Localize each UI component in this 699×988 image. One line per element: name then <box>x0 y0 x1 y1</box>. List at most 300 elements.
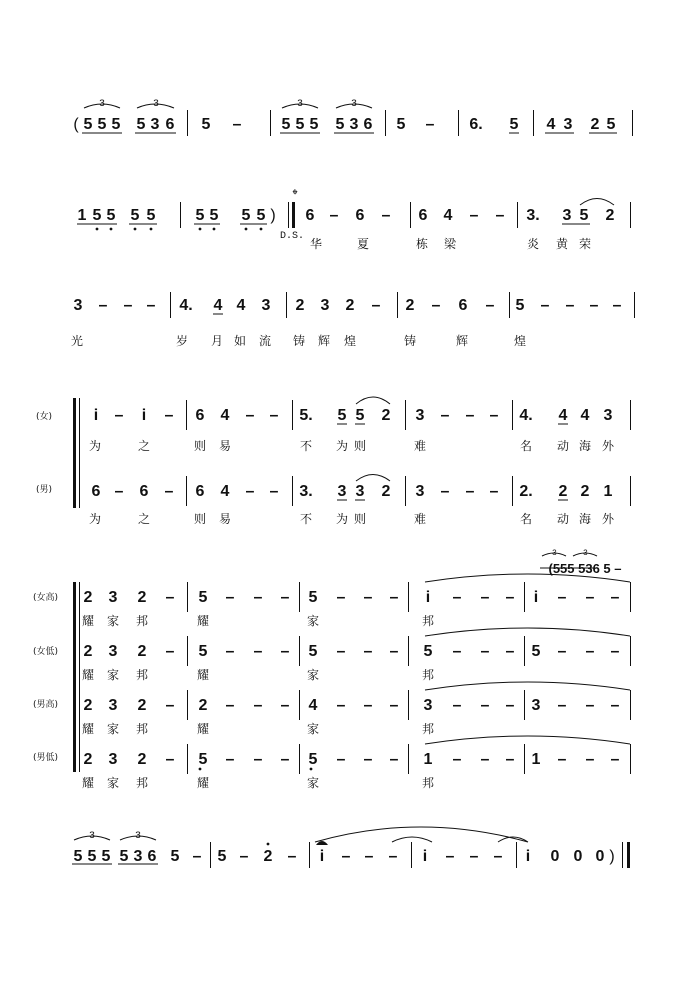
dash: – <box>232 116 242 133</box>
dash: – <box>452 751 462 768</box>
note: 6 <box>139 483 149 500</box>
lyric: 煌 <box>513 334 527 348</box>
barline <box>533 110 534 136</box>
lyric: 海 <box>578 512 592 526</box>
note: 3 <box>261 297 271 314</box>
barline <box>299 690 300 720</box>
dash: – <box>557 643 567 660</box>
note: 2 <box>605 207 615 224</box>
lyric: 炎 <box>526 237 540 251</box>
dash: – <box>493 848 503 865</box>
dash: – <box>557 751 567 768</box>
dash: – <box>371 297 381 314</box>
lyric: 铸 <box>403 334 417 348</box>
voice-label-female: (女) <box>36 412 53 422</box>
note: 2 <box>381 407 391 424</box>
note: 2 <box>83 697 93 714</box>
dash: – <box>165 643 175 660</box>
segno-icon: 𝄌 <box>292 186 298 202</box>
barline <box>408 744 409 774</box>
lyric: 家 <box>106 722 120 736</box>
note: 2 <box>405 297 415 314</box>
note: 3 <box>415 483 425 500</box>
dash: – <box>146 297 156 314</box>
note: 2 <box>83 589 93 606</box>
dash: – <box>480 751 490 768</box>
barline <box>512 400 513 430</box>
lyric: 外 <box>601 512 615 526</box>
dash: – <box>465 407 475 424</box>
lyric: 栋 <box>415 237 429 251</box>
dash: – <box>452 643 462 660</box>
voice-label-male-low: (男低) <box>33 753 59 763</box>
dash: – <box>589 297 599 314</box>
note: i <box>422 848 428 865</box>
barline <box>509 292 510 318</box>
triplet-mark: 3 <box>99 99 106 110</box>
note: 5 <box>217 848 227 865</box>
system-line <box>79 398 80 508</box>
lyric: 如 <box>233 334 247 348</box>
note: 5 <box>92 207 102 224</box>
barline <box>270 110 271 136</box>
barline <box>180 202 181 228</box>
note: 5 <box>170 848 180 865</box>
note: 4. <box>179 297 193 314</box>
barline <box>292 400 293 430</box>
barline <box>632 110 633 136</box>
dash: – <box>329 207 339 224</box>
note: i <box>141 407 147 424</box>
note: 2 <box>137 643 147 660</box>
dash: – <box>389 589 399 606</box>
dash: – <box>610 643 620 660</box>
barline <box>210 842 211 868</box>
lyric: 家 <box>106 614 120 628</box>
barline <box>397 292 398 318</box>
barline <box>512 476 513 506</box>
note: 6 <box>355 207 365 224</box>
note: 5 <box>106 207 116 224</box>
note: 5 <box>515 297 525 314</box>
note: 3 <box>603 407 613 424</box>
dash: – <box>389 697 399 714</box>
triplet-mark: 3 <box>89 831 96 842</box>
dash: – <box>363 643 373 660</box>
dash: – <box>164 407 174 424</box>
note: 5 <box>87 848 97 865</box>
dash: – <box>480 643 490 660</box>
note: 3 <box>108 751 118 768</box>
voice-label-female-low: (女低) <box>33 647 59 657</box>
dash: – <box>540 297 550 314</box>
lyric: 耀 <box>196 614 210 628</box>
barline <box>299 744 300 774</box>
note: 2 <box>137 751 147 768</box>
dash: – <box>253 697 263 714</box>
note: 6 <box>147 848 157 865</box>
note: 5 <box>198 589 208 606</box>
barline <box>630 690 631 720</box>
barline <box>408 582 409 612</box>
lyric: 邦 <box>421 614 435 628</box>
note: 5 <box>509 116 519 133</box>
barline <box>408 636 409 666</box>
barline <box>524 744 525 774</box>
lyric: 则 <box>353 512 367 526</box>
note: 2 <box>137 589 147 606</box>
dash: – <box>612 297 622 314</box>
note: 5 <box>97 116 107 133</box>
lyric: 梁 <box>443 237 457 251</box>
note: 1 <box>603 483 613 500</box>
lyric: 光 <box>70 334 84 348</box>
lyric: 难 <box>413 512 427 526</box>
ds-mark: D.S. <box>280 231 305 242</box>
dash: – <box>280 697 290 714</box>
dash: – <box>225 589 235 606</box>
dash: – <box>610 697 620 714</box>
dash: – <box>485 297 495 314</box>
note: 3 <box>563 116 573 133</box>
dash: – <box>98 297 108 314</box>
dash: – <box>505 589 515 606</box>
lyric: 为 <box>335 439 349 453</box>
note: 1 <box>531 751 541 768</box>
note: 6 <box>418 207 428 224</box>
note: 5 <box>83 116 93 133</box>
note: 5 <box>101 848 111 865</box>
dash: – <box>336 697 346 714</box>
lyric: 为 <box>88 439 102 453</box>
lyric: 岁 <box>175 334 189 348</box>
note: 5 <box>195 207 205 224</box>
note: 5 <box>309 116 319 133</box>
dash: – <box>431 297 441 314</box>
barline <box>286 292 287 318</box>
note: 3. <box>526 207 540 224</box>
dash: – <box>114 407 124 424</box>
dash: – <box>363 589 373 606</box>
barline <box>630 744 631 774</box>
lyric: 海 <box>578 439 592 453</box>
note: 6 <box>195 407 205 424</box>
lyric: 家 <box>306 776 320 790</box>
note: 3 <box>108 643 118 660</box>
lyric: 耀 <box>196 668 210 682</box>
final-barline <box>622 842 623 868</box>
note: 3 <box>133 848 143 865</box>
barline <box>524 582 525 612</box>
lyric: 之 <box>137 512 151 526</box>
note: 0 <box>573 848 583 865</box>
barline <box>187 744 188 774</box>
dash: – <box>465 483 475 500</box>
lyric: 为 <box>88 512 102 526</box>
dash: – <box>253 751 263 768</box>
barline <box>299 582 300 612</box>
note: 0 <box>550 848 560 865</box>
note: 5 <box>308 589 318 606</box>
dash: – <box>452 589 462 606</box>
note: 6. <box>469 116 483 133</box>
note: 3 <box>415 407 425 424</box>
note: 5 <box>111 116 121 133</box>
note: 3 <box>108 697 118 714</box>
dash: – <box>381 207 391 224</box>
lyric: 耀 <box>81 668 95 682</box>
lyric: 耀 <box>81 776 95 790</box>
lyric: 邦 <box>135 722 149 736</box>
note: 5 <box>119 848 129 865</box>
dash: – <box>165 751 175 768</box>
dash: – <box>239 848 249 865</box>
dash: – <box>269 483 279 500</box>
paren-close: ) <box>270 207 276 224</box>
paren-close: ) <box>609 848 615 865</box>
dash: – <box>389 751 399 768</box>
lyric: 邦 <box>135 776 149 790</box>
barline <box>630 400 631 430</box>
note: 5 <box>198 643 208 660</box>
dash: – <box>388 848 398 865</box>
lyric: 邦 <box>135 668 149 682</box>
lyric: 月 <box>210 334 224 348</box>
dash: – <box>585 697 595 714</box>
dash: – <box>336 751 346 768</box>
note: 5 <box>130 207 140 224</box>
final-barline-thick <box>627 842 630 868</box>
lyric: 耀 <box>196 776 210 790</box>
note: 6 <box>458 297 468 314</box>
lyric: 易 <box>218 512 232 526</box>
barline <box>405 476 406 506</box>
paren-open: ( <box>73 116 79 133</box>
voice-label-male: (男) <box>36 485 53 495</box>
dash: – <box>336 589 346 606</box>
barline <box>408 690 409 720</box>
dash: – <box>610 589 620 606</box>
aside-notation: (555 536 5 – <box>548 561 622 576</box>
dash: – <box>253 589 263 606</box>
note: 5 <box>241 207 251 224</box>
system-bracket <box>73 398 76 508</box>
lyric: 动 <box>556 512 570 526</box>
note: 3 <box>150 116 160 133</box>
note: 3 <box>320 297 330 314</box>
note: 3. <box>299 483 313 500</box>
lyric: 难 <box>413 439 427 453</box>
note: 3 <box>531 697 541 714</box>
lyric: 邦 <box>135 614 149 628</box>
dash: – <box>452 697 462 714</box>
note: 2 <box>137 697 147 714</box>
barline <box>309 842 310 868</box>
note: 5 <box>136 116 146 133</box>
dash: – <box>287 848 297 865</box>
note: 5 <box>531 643 541 660</box>
triplet-mark: 3 <box>153 99 160 110</box>
dash: – <box>480 697 490 714</box>
note: 5 <box>201 116 211 133</box>
barline <box>524 690 525 720</box>
lyric: 煌 <box>343 334 357 348</box>
dash: – <box>505 697 515 714</box>
note: 3 <box>73 297 83 314</box>
lyric: 邦 <box>421 668 435 682</box>
note: 6 <box>195 483 205 500</box>
note: 5. <box>299 407 313 424</box>
note: 3 <box>355 483 365 500</box>
dash: – <box>225 697 235 714</box>
dash: – <box>280 751 290 768</box>
lyric: 荣 <box>578 237 592 251</box>
lyric: 之 <box>137 439 151 453</box>
barline <box>187 636 188 666</box>
barline <box>630 202 631 228</box>
lyric: 家 <box>106 668 120 682</box>
lyric: 邦 <box>421 776 435 790</box>
barline <box>411 842 412 868</box>
dash: – <box>505 643 515 660</box>
system-line <box>79 582 80 772</box>
note: 2 <box>263 848 273 865</box>
lyric: 黄 <box>555 237 569 251</box>
note: 5 <box>335 116 345 133</box>
triplet-mark: 3 <box>297 99 304 110</box>
note: 5 <box>579 207 589 224</box>
dash: – <box>364 848 374 865</box>
note: i <box>425 589 431 606</box>
note: i <box>525 848 531 865</box>
dash: – <box>585 589 595 606</box>
note: 2 <box>295 297 305 314</box>
dash: – <box>585 751 595 768</box>
lyric: 不 <box>299 439 313 453</box>
triplet-mark: 3 <box>583 549 588 558</box>
lyric: 辉 <box>455 334 469 348</box>
barline <box>186 400 187 430</box>
note: 6 <box>305 207 315 224</box>
note: 5 <box>209 207 219 224</box>
note: 6 <box>363 116 373 133</box>
barline <box>410 202 411 228</box>
lyric: 外 <box>601 439 615 453</box>
note: 5 <box>423 643 433 660</box>
note: 4 <box>558 407 568 424</box>
lyric: 为 <box>335 512 349 526</box>
repeat-barline-thick <box>292 202 295 228</box>
dash: – <box>505 751 515 768</box>
dash: – <box>336 643 346 660</box>
note: 2. <box>519 483 533 500</box>
barline <box>405 400 406 430</box>
dash: – <box>489 407 499 424</box>
note: 2 <box>83 751 93 768</box>
dash: – <box>469 848 479 865</box>
lyric: 邦 <box>421 722 435 736</box>
note: 3 <box>108 589 118 606</box>
note: 4 <box>546 116 556 133</box>
voice-label-male-high: (男高) <box>33 700 59 710</box>
note: 5 <box>396 116 406 133</box>
note: 6 <box>165 116 175 133</box>
lyric: 家 <box>306 722 320 736</box>
lyric: 耀 <box>81 614 95 628</box>
lyric: 家 <box>306 668 320 682</box>
dash: – <box>480 589 490 606</box>
dash: – <box>192 848 202 865</box>
note: 4 <box>236 297 246 314</box>
dash: – <box>253 643 263 660</box>
barline <box>630 636 631 666</box>
barline <box>524 636 525 666</box>
dash: – <box>495 207 505 224</box>
barline <box>187 110 188 136</box>
lyric: 动 <box>556 439 570 453</box>
dash: – <box>225 643 235 660</box>
note: 3 <box>423 697 433 714</box>
dash: – <box>165 589 175 606</box>
dash: – <box>469 207 479 224</box>
dash: – <box>165 697 175 714</box>
dash: – <box>557 589 567 606</box>
lyric: 家 <box>306 614 320 628</box>
dash: – <box>363 751 373 768</box>
note: 4 <box>443 207 453 224</box>
lyric: 则 <box>353 439 367 453</box>
note: 5 <box>295 116 305 133</box>
lyric: 名 <box>519 512 533 526</box>
note: 3 <box>337 483 347 500</box>
dash: – <box>280 643 290 660</box>
repeat-barline <box>288 202 289 228</box>
dash: – <box>610 751 620 768</box>
note: 2 <box>381 483 391 500</box>
note: 5 <box>198 751 208 768</box>
lyric: 夏 <box>356 237 370 251</box>
note: 2 <box>345 297 355 314</box>
dash: – <box>123 297 133 314</box>
note: i <box>93 407 99 424</box>
dash: – <box>425 116 435 133</box>
lyric: 辉 <box>317 334 331 348</box>
dash: – <box>245 483 255 500</box>
note: 2 <box>590 116 600 133</box>
lyric: 名 <box>519 439 533 453</box>
dash: – <box>445 848 455 865</box>
barline <box>517 202 518 228</box>
note: i <box>533 589 539 606</box>
note: 0 <box>595 848 605 865</box>
system-bracket <box>73 582 76 772</box>
note: 5 <box>337 407 347 424</box>
lyric: 则 <box>193 512 207 526</box>
note: 5 <box>281 116 291 133</box>
dash: – <box>363 697 373 714</box>
note: 4 <box>580 407 590 424</box>
dash: – <box>225 751 235 768</box>
barline <box>385 110 386 136</box>
note: 6 <box>91 483 101 500</box>
dash: – <box>341 848 351 865</box>
note: 1 <box>77 207 87 224</box>
barline <box>630 476 631 506</box>
barline <box>516 842 517 868</box>
note: 5 <box>308 643 318 660</box>
lyric: 华 <box>309 237 323 251</box>
note: 5 <box>355 407 365 424</box>
